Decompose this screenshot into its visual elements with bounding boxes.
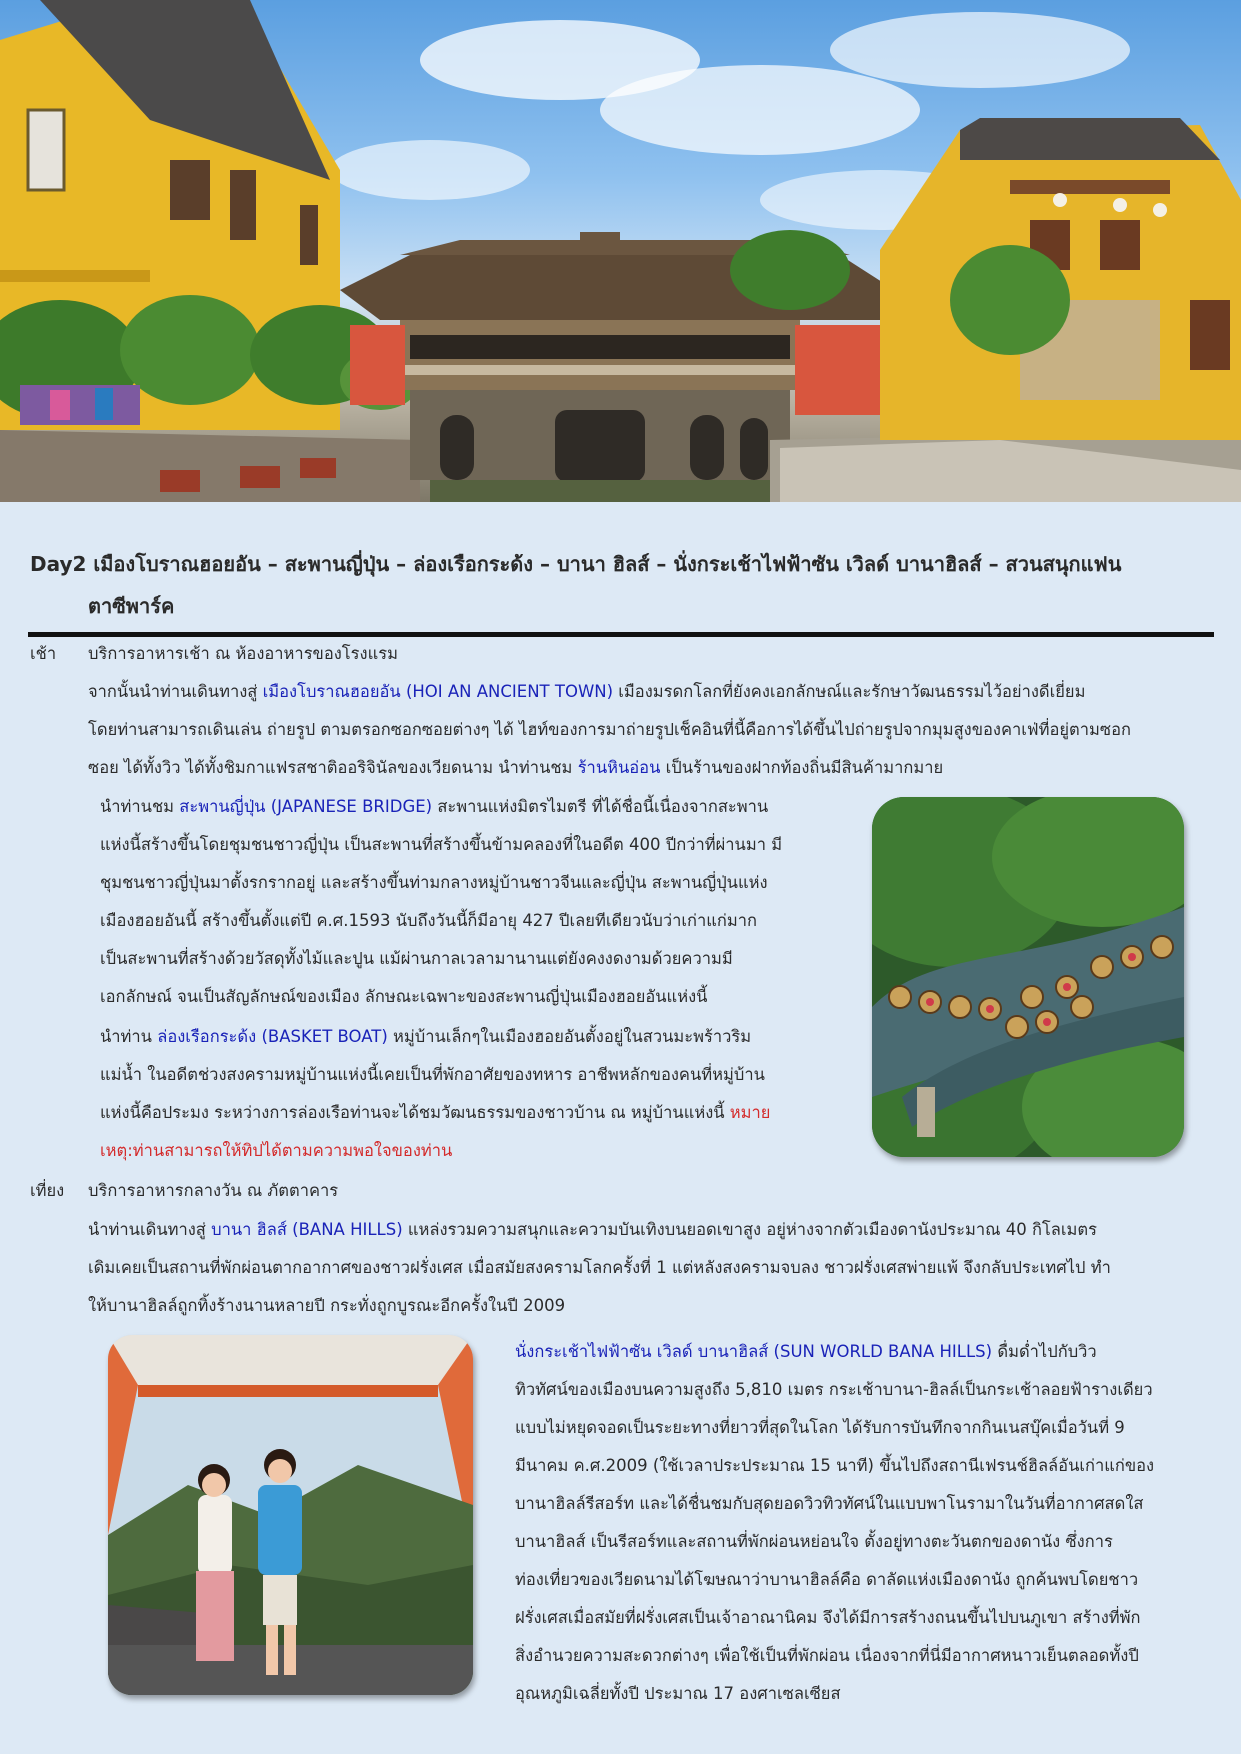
hoian-paragraph-line-1 bbox=[88, 673, 1085, 711]
sun-world-name: นั่งกระเช้าไฟฟ้าซัน เวิลด์ บานาฮิลส์ (SUN WORLD BANA HILLS) bbox=[515, 1342, 993, 1361]
cable-paragraph-line-10: อุณหภูมิเฉลี่ยทั้งปี ประมาณ 17 องศาเซลเซียส bbox=[515, 1684, 841, 1703]
bridge-paragraph-line-4: เมืองฮอยอันนี้ สร้างขึ้นตั้งแต่ปี ค.ศ.1593 นับถึงวันนี้ก็มีอายุ 427 ปีเลยทีเดียวนับว่าเก่าแก่มาก bbox=[100, 911, 758, 930]
bridge-paragraph-line-6: เอกลักษณ์ จนเป็นสัญลักษณ์ของเมือง ลักษณะเฉพาะของสะพานญี่ปุ่นเมืองฮอยอันแห่งนี้ bbox=[100, 987, 708, 1006]
cable-paragraph-line-9: สิ่งอำนวยความสะดวกต่างๆ เพื่อใช้เป็นที่พักผ่อน เนื่องจากที่นี่มีอากาศหนาวเย็นตลอดทั้งปี bbox=[515, 1646, 1139, 1665]
noon-label: เที่ยง bbox=[30, 1181, 65, 1200]
text: สะพานแห่งมิตรไมตรี ที่ได้ชื่อนี้เนื่องจากสะพาน bbox=[432, 797, 769, 816]
text: ดื่มด่ำไปกับวิว bbox=[992, 1342, 1097, 1361]
boat-paragraph-line-1 bbox=[100, 1018, 751, 1056]
text: แห่งนี้คือประมง ระหว่างการล่องเรือท่านจะได้ชมวัฒนธรรมของชาวบ้าน ณ หมู่บ้านแห่งนี้ bbox=[100, 1103, 730, 1122]
text: เมืองมรดกโลกที่ยังคงเอกลักษณ์และรักษาวัฒนธรรมไว้อย่างดีเยี่ยม bbox=[613, 682, 1086, 701]
hoian-paragraph-line-2: โดยท่านสามารถเดินเล่น ถ่ายรูป ตามตรอกซอกซอยต่างๆ ได้ ไฮท์ของการมาถ่ายรูปเช็คอินที่นี้คือการได้ขึ้นไปถ่ายรูปจากมุมสูงของคาเฟ่ที่อยู่ตามซอก bbox=[88, 720, 1132, 739]
cable-paragraph-line-1 bbox=[515, 1333, 1097, 1371]
bana-paragraph-line-2: เดิมเคยเป็นสถานที่พักผ่อนตากอากาศของชาวฝรั่งเศส เมื่อสมัยสงครามโลกครั้งที่ 1 แต่หลังสงครามจบลง ชาวฝรั่งเศสพ่ายแพ้ จึงกลับประเทศไป ทำ bbox=[88, 1258, 1111, 1277]
basket-boat-name: ล่องเรือกระด้ง (BASKET BOAT) bbox=[157, 1027, 388, 1046]
bridge-paragraph-line-3: ชุมชนชาวญี่ปุ่นมาตั้งรกรากอยู่ และสร้างขึ้นท่ามกลางหมู่บ้านชาวจีนและญี่ปุ่น สะพานญี่ปุ่นแห่ง bbox=[100, 873, 768, 892]
hoian-paragraph-line-3 bbox=[88, 749, 943, 787]
morning-meal: บริการอาหารเช้า ณ ห้องอาหารของโรงแรม bbox=[88, 644, 398, 663]
cable-paragraph-line-5: บานาฮิลล์รีสอร์ท และได้ชื่นชมกับสุดยอดวิวทิวทัศน์ในแบบพาโนรามาในวันที่อากาศสดใส bbox=[515, 1494, 1144, 1513]
text: นำท่าน bbox=[100, 1027, 158, 1046]
cable-paragraph-line-3: แบบไม่หยุดจอดเป็นระยะทางที่ยาวที่สุดในโลก ได้รับการบันทึกจากกินเนสบุ๊คเมื่อวันที่ 9 bbox=[515, 1418, 1125, 1437]
day-title bbox=[30, 543, 1210, 627]
basket-boat-illustration bbox=[872, 797, 1184, 1157]
text: หมู่บ้านเล็กๆในเมืองฮอยอันตั้งอยู่ในสวนมะพร้าวริม bbox=[387, 1027, 752, 1046]
day-title-line-2: ตาซีพาร์ค bbox=[88, 594, 175, 618]
cable-paragraph-line-2: ทิวทัศน์ของเมืองบนความสูงถึง 5,810 เมตร กระเช้าบานา-ฮิลล์เป็นกระเช้าลอยฟ้ารางเดียว bbox=[515, 1380, 1153, 1399]
boat-paragraph-line-3 bbox=[100, 1094, 770, 1132]
text: นำท่านชม bbox=[100, 797, 180, 816]
text: ซอย ได้ทั้งวิว ได้ทั้งชิมกาแฟรสชาติออริจินัลของเวียดนาม นำท่านชม bbox=[88, 758, 578, 777]
morning-label: เช้า bbox=[30, 644, 57, 663]
bridge-paragraph-line-1 bbox=[100, 788, 768, 826]
hoi-an-bridge-illustration bbox=[0, 0, 1241, 502]
cable-paragraph-line-6: บานาฮิลส์ เป็นรีสอร์ทและสถานที่พักผ่อนหย่อนใจ ตั้งอยู่ทางตะวันตกของดานัง ซึ่งการ bbox=[515, 1532, 1113, 1551]
basket-boat-photo bbox=[872, 797, 1184, 1157]
boat-paragraph-line-2: แม่น้ำ ในอดีตช่วงสงครามหมู่บ้านแห่งนี้เคยเป็นที่พักอาศัยของทหาร อาชีพหลักของคนที่หมู่บ้าน bbox=[100, 1065, 765, 1084]
text: จากนั้นนำท่านเดินทางสู่ bbox=[88, 682, 263, 701]
cable-paragraph-line-8: ฝรั่งเศสเมื่อสมัยที่ฝรั่งเศสเป็นเจ้าอาณานิคม จึงได้มีการสร้างถนนขึ้นไปบนภูเขา สร้างที่พัก bbox=[515, 1608, 1141, 1627]
marble-shop-name: ร้านหินอ่อน bbox=[577, 758, 661, 777]
bana-paragraph-line-1 bbox=[88, 1211, 1097, 1249]
noon-meal: บริการอาหารกลางวัน ณ ภัตตาคาร bbox=[88, 1181, 339, 1200]
text: นำท่านเดินทางสู่ bbox=[88, 1220, 212, 1239]
hoian-town-link: เมืองโบราณฮอยอัน (HOI AN ANCIENT TOWN) bbox=[262, 682, 614, 701]
bridge-paragraph-line-2: แห่งนี้สร้างขึ้นโดยชุมชนชาวญี่ปุ่น เป็นสะพานที่สร้างขึ้นข้ามคลองที่ในอดีต 400 ปีกว่าที่ผ่านมา มี bbox=[100, 835, 783, 854]
cable-car-illustration bbox=[108, 1335, 473, 1695]
cable-paragraph-line-7: ท่องเที่ยวของเวียดนามได้โฆษณาว่าบานาฮิลล์คือ ดาลัดแห่งเมืองดานัง ถูกค้นพบโดยชาว bbox=[515, 1570, 1139, 1589]
bridge-paragraph-line-5: เป็นสะพานที่สร้างด้วยวัสดุทั้งไม้และปูน แม้ผ่านกาลเวลามานานแต่ยังคงงดงามด้วยความมี bbox=[100, 949, 733, 968]
note-text: หมาย bbox=[729, 1103, 771, 1122]
cable-car-photo bbox=[108, 1335, 473, 1695]
bana-hills-name: บานา ฮิลส์ (BANA HILLS) bbox=[211, 1220, 403, 1239]
japanese-bridge-name: สะพานญี่ปุ่น (JAPANESE BRIDGE) bbox=[179, 797, 433, 816]
header-photo bbox=[0, 0, 1241, 502]
day-title-line-1: Day2 เมืองโบราณฮอยอัน – สะพานญี่ปุ่น – ล่องเรือกระด้ง – บานา ฮิลส์ – นั่งกระเช้าไฟฟ้าซัน เวิลด์ บานาฮิลส์ – สวนสนุกแฟน bbox=[30, 552, 1122, 576]
bana-paragraph-line-3: ให้บานาฮิลล์ถูกทิ้งร้างนานหลายปี กระทั่งถูกบูรณะอีกครั้งในปี 2009 bbox=[88, 1296, 566, 1315]
text: เป็นร้านของฝากท้องถิ่นมีสินค้ามากมาย bbox=[660, 758, 944, 777]
tip-note: เหตุ:ท่านสามารถให้ทิปได้ตามความพอใจของท่าน bbox=[100, 1141, 453, 1160]
text: แหล่งรวมความสนุกและความบันเทิงบนยอดเขาสูง อยู่ห่างจากตัวเมืองดานังประมาณ 40 กิโลเมตร bbox=[402, 1220, 1098, 1239]
cable-paragraph-line-4: มีนาคม ค.ศ.2009 (ใช้เวลาประประมาณ 15 นาที) ขึ้นไปถึงสถานีเฟรนช์ฮิลล์อันเก่าแก่ของ bbox=[515, 1456, 1155, 1475]
